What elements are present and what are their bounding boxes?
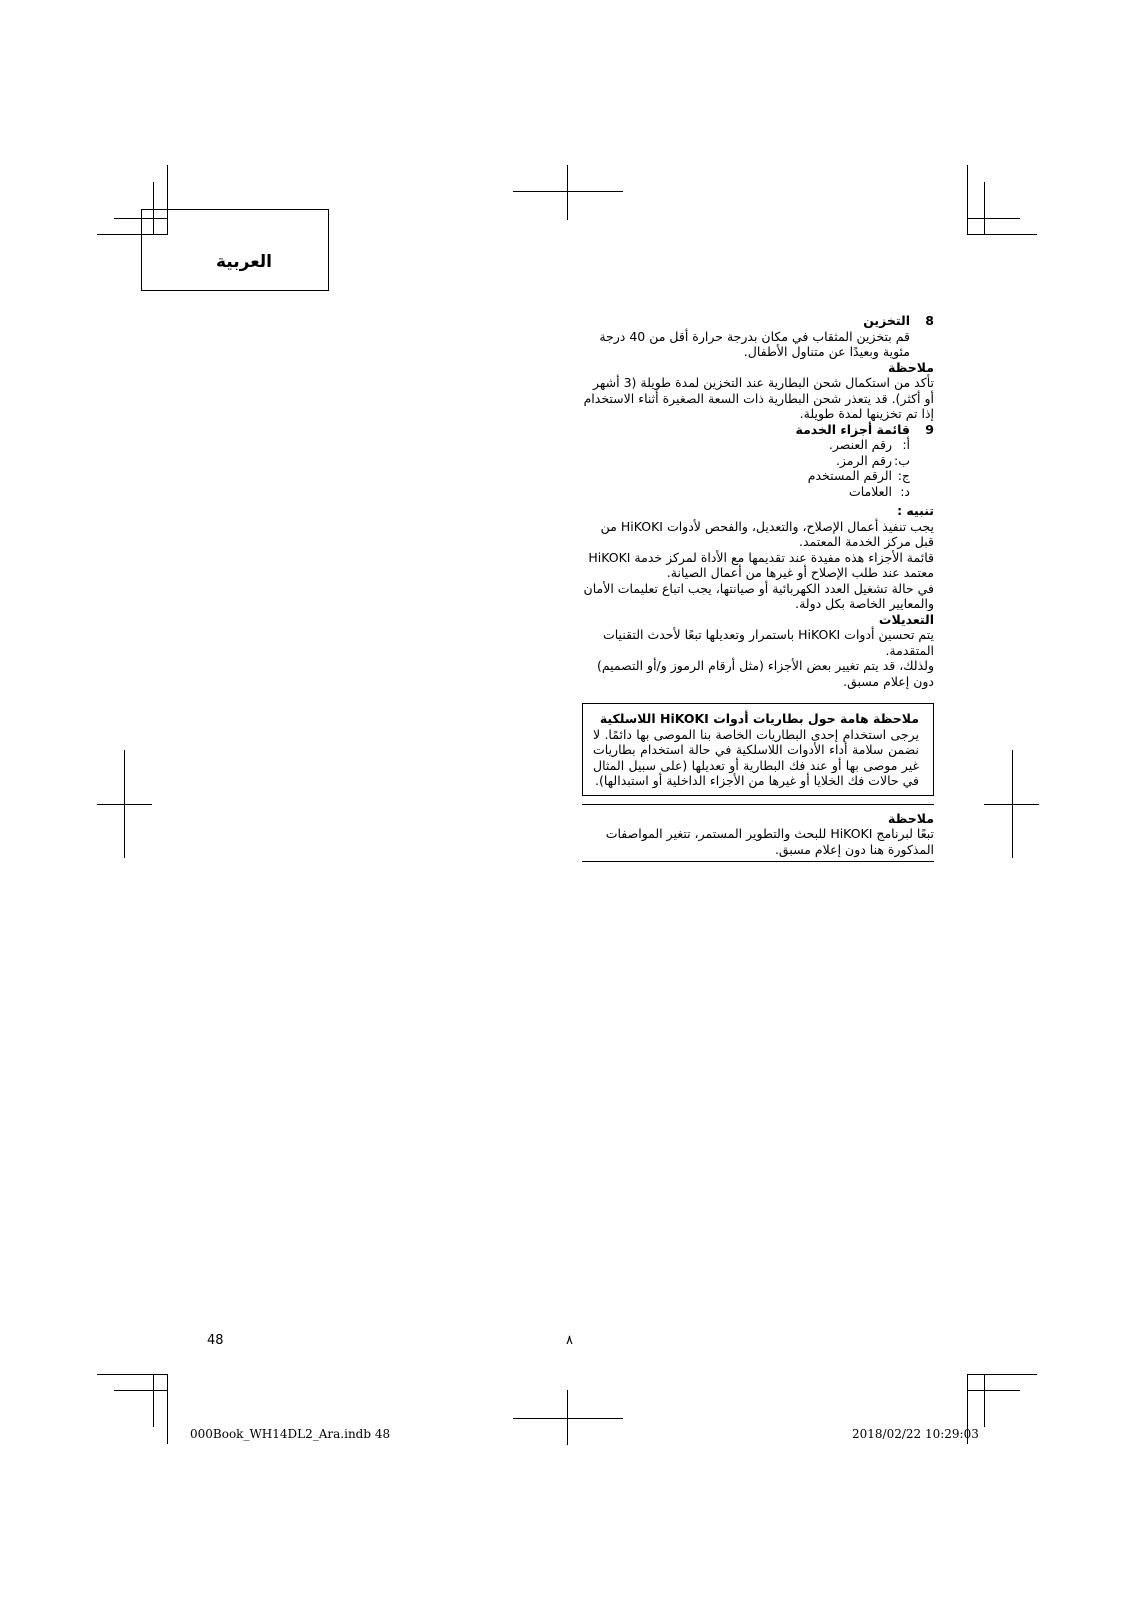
modifications-title: التعديلات	[878, 611, 934, 627]
caution-paragraph-1: يجب تنفيذ أعمال الإصلاح، والتعديل، والفحص لأدوات HiKOKI من قبل مركز الخدمة المعتمد.	[600, 518, 934, 549]
note2-title: ملاحظة	[888, 810, 934, 826]
language-tab	[141, 209, 329, 291]
storage-number: 8	[925, 313, 934, 328]
service-parts-heading	[582, 422, 934, 438]
battery-notice-title: ملاحظة هامة حول بطاريات أدوات HiKOKI اللاسلكية	[599, 711, 919, 726]
caution-title: تنبيه :	[897, 503, 934, 518]
modifications-paragraph-2: ولذلك، قد يتم تغيير بعض الأجزاء (مثل أرقام الرموز و/أو التصميم) دون إعلام مسبق.	[596, 658, 934, 689]
list-item	[582, 437, 934, 453]
list-item	[582, 468, 934, 484]
modifications-paragraph-1: يتم تحسين أدوات HiKOKI باستمرار وتعديلها تبعًا لأحدث التقنيات المتقدمة.	[602, 627, 934, 658]
note2-block	[582, 805, 934, 863]
list-item-key: ج:	[897, 468, 910, 483]
storage-text: قم بتخزين المثقاب في مكان بدرجة حرارة أقل من 40 درجة مئوية وبعيدًا عن متناول الأطفال.	[599, 328, 910, 359]
page-number-left: 48	[207, 1333, 224, 1348]
caution-paragraph-2: قائمة الأجزاء هذه مفيدة عند تقديمها مع الأداة لمركز خدمة HiKOKI معتمد عند طلب الإصلاح أو غيرها من أعمال الصيانة.	[588, 549, 934, 580]
service-parts-list	[582, 437, 934, 499]
service-parts-number: 9	[925, 421, 934, 437]
list-item-text: العلامات	[848, 483, 892, 499]
note1-title: ملاحظة	[888, 359, 934, 375]
service-parts-title: قائمة أجزاء الخدمة	[795, 421, 910, 437]
battery-notice-box	[582, 703, 934, 796]
list-item-key: د:	[900, 483, 910, 499]
list-item-text: الرقم المستخدم	[807, 468, 892, 483]
language-tab-label: العربية	[216, 252, 273, 272]
footer-file-info: 000Book_WH14DL2_Ara.indb 48	[190, 1427, 391, 1441]
page-number-center: ٨	[566, 1333, 573, 1348]
storage-title: التخزين	[863, 313, 910, 328]
battery-notice-text: يرجى استخدام إحدى البطاريات الخاصة بنا الموصى بها دائمًا. لا نضمن سلامة أداء الأدوات اللاسلكية في حالة استخدام بطاريات غير موصى بها أو عند فك البطارية أو تعديلها (على سبيل المثال في حالات فك الخلايا أو غيرها من الأجزاء الداخلية أو استبدالها).	[593, 726, 919, 788]
note1-text: تأكد من استكمال شحن البطارية عند التخزين لمدة طويلة (3 أشهر أو أكثر). قد يتعذر شحن البطارية ذات السعة الصغيرة أثناء الاستخدام إذا تم تخزينها لمدة طويلة.	[583, 375, 934, 421]
list-item-text: رقم الرمز.	[835, 452, 892, 468]
list-item-key: ب:	[894, 452, 910, 468]
content-column	[582, 313, 934, 862]
storage-heading	[582, 313, 934, 329]
list-item	[582, 453, 934, 469]
note2-text: تبعًا لبرنامج HiKOKI للبحث والتطوير المستمر، تتغير المواصفات المذكورة هنا دون إعلام مسبق.	[605, 826, 934, 857]
footer-datetime: 2018/02/22 10:29:03	[852, 1427, 979, 1441]
caution-paragraph-3: في حالة تشغيل العدد الكهربائية أو صيانتها، يجب اتباع تعليمات الأمان والمعايير الخاصة بكل دولة.	[583, 580, 934, 611]
list-item	[582, 484, 934, 500]
list-item-text: رقم العنصر.	[828, 437, 892, 452]
list-item-key: أ:	[902, 437, 910, 452]
